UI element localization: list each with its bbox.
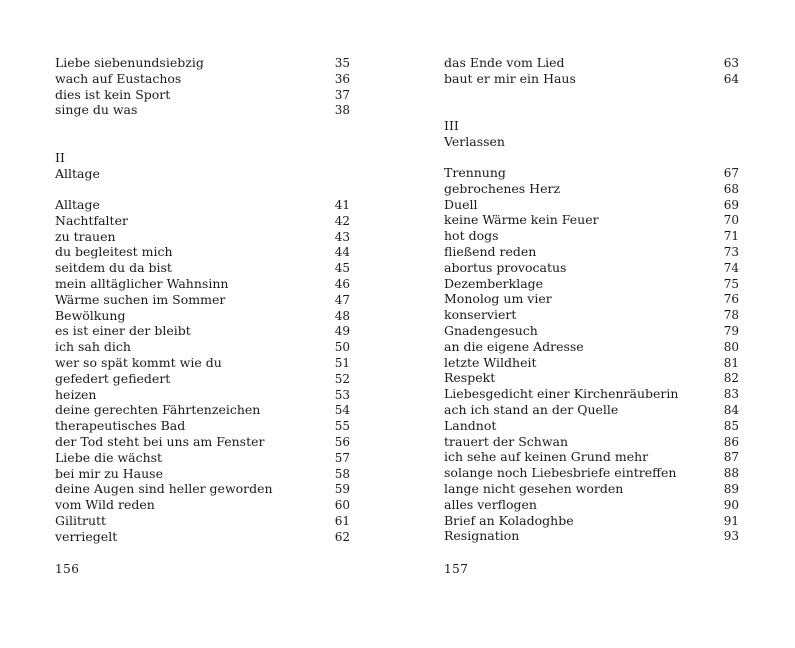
toc-entry-page-number: 46 [334, 276, 350, 291]
toc-entry-title: dies ist kein Sport [55, 86, 171, 102]
toc-entry-title: wer so spät kommt wie du [55, 354, 222, 370]
toc-entry-page-number: 38 [334, 103, 350, 118]
toc-entry-page-number: 79 [723, 323, 739, 338]
toc-entry-title: Monolog um vier [444, 291, 552, 307]
toc-entry-title: singe du was [55, 102, 138, 118]
toc-entry-page-number: 83 [723, 387, 739, 402]
toc-entry-title: ich sah dich [55, 339, 131, 355]
toc-entry-page-number: 50 [334, 340, 350, 355]
toc-entry-page-number: 88 [723, 466, 739, 481]
toc-entry [55, 87, 350, 103]
toc-entry [55, 276, 350, 292]
toc-entry [55, 71, 350, 87]
toc-entry-title: es ist einer der bleibt [55, 323, 191, 339]
toc-entry-title: Bewölkung [55, 307, 126, 323]
toc-entry-page-number: 67 [723, 166, 739, 180]
toc-entry [55, 466, 350, 482]
toc-entry-title: zu trauen [55, 228, 116, 244]
toc-entry-page-number: 44 [334, 245, 350, 260]
toc-entry-title: Gilitrutt [55, 512, 107, 528]
section-title: Alltage [55, 165, 100, 181]
toc-entry [444, 355, 739, 371]
toc-entry-title: therapeutisches Bad [55, 418, 186, 434]
toc-entry-page-number: 70 [723, 213, 739, 228]
toc-entry-title: an die eigene Adresse [444, 338, 584, 354]
toc-entry-page-number: 53 [334, 387, 350, 402]
toc-entry [55, 371, 350, 387]
toc-entry-page-number: 80 [723, 339, 739, 354]
toc-entry-page-number: 90 [723, 497, 739, 512]
toc-entry [55, 529, 350, 545]
section-numeral: II [55, 150, 65, 165]
toc-entry [444, 528, 739, 544]
toc-entry-title: deine gerechten Fährtenzeichen [55, 402, 261, 418]
toc-entry-title: Trennung [444, 165, 506, 180]
toc-entry-page-number: 89 [723, 481, 739, 496]
toc-entry [55, 102, 350, 118]
toc-entry-title: fließend reden [444, 243, 537, 259]
toc-entry-title: Duell [444, 196, 478, 212]
toc-entry-title: keine Wärme kein Feuer [444, 212, 599, 228]
toc-entry-title: konserviert [444, 307, 517, 323]
toc-entry-title: hot dogs [444, 228, 499, 244]
toc-entry-page-number: 81 [723, 355, 739, 370]
toc-entry-page-number: 43 [334, 229, 350, 244]
toc-entry-title: alles verflogen [444, 496, 537, 512]
toc-entry [55, 481, 350, 497]
toc-entry [444, 339, 739, 355]
toc-entry-title: Liebesgedicht einer Kirchenräuberin [444, 386, 679, 402]
toc-entry-page-number: 42 [334, 213, 350, 228]
toc-entry [55, 355, 350, 371]
toc-entry [444, 244, 739, 260]
toc-entry [55, 402, 350, 418]
toc-entry [55, 292, 350, 308]
toc-entry-page-number: 58 [334, 466, 350, 481]
toc-entry [444, 481, 739, 497]
toc-entry-page-number: 85 [723, 418, 739, 433]
toc-entry [444, 197, 739, 213]
toc-entry [55, 229, 350, 245]
toc-entry-page-number: 69 [723, 197, 739, 212]
toc-entry [444, 434, 739, 450]
left-entries-list [55, 197, 350, 545]
toc-entry-title: das Ende vom Lied [444, 55, 565, 70]
toc-entry-title: letzte Wildheit [444, 354, 537, 370]
toc-entry-title: wach auf Eustachos [55, 70, 182, 86]
toc-entry-title: Alltage [55, 197, 100, 212]
toc-entry [444, 386, 739, 402]
toc-entry-page-number: 75 [723, 276, 739, 291]
left-section-header [55, 150, 350, 182]
toc-entry-title: mein alltäglicher Wahnsinn [55, 275, 229, 291]
toc-entry [444, 370, 739, 386]
toc-entry [444, 260, 739, 276]
toc-entry [444, 449, 739, 465]
toc-entry-page-number: 35 [334, 56, 350, 70]
toc-entry-title: lange nicht gesehen worden [444, 480, 624, 496]
toc-entry-page-number: 59 [334, 482, 350, 497]
toc-entry [444, 291, 739, 307]
right-section-header [444, 118, 739, 150]
toc-entry [55, 450, 350, 466]
toc-entry-page-number: 73 [723, 244, 739, 259]
right-intro-list [444, 55, 739, 87]
toc-entry [55, 260, 350, 276]
toc-entry-page-number: 54 [334, 403, 350, 418]
toc-entry-page-number: 56 [334, 434, 350, 449]
toc-entry [444, 181, 739, 197]
toc-entry-page-number: 68 [723, 181, 739, 196]
toc-entry-page-number: 76 [723, 292, 739, 307]
toc-entry-page-number: 37 [334, 87, 350, 102]
toc-entry-page-number: 62 [334, 529, 350, 544]
toc-entry-page-number: 61 [334, 513, 350, 528]
toc-entry-page-number: 71 [723, 229, 739, 244]
toc-entry-page-number: 55 [334, 419, 350, 434]
toc-entry-page-number: 51 [334, 355, 350, 370]
toc-entry [444, 402, 739, 418]
toc-entry-title: gefedert gefiedert [55, 370, 171, 386]
toc-entry-page-number: 52 [334, 371, 350, 386]
toc-entry-page-number: 86 [723, 434, 739, 449]
toc-entry-page-number: 41 [334, 198, 350, 212]
toc-entry-page-number: 84 [723, 402, 739, 417]
toc-entry [55, 308, 350, 324]
toc-entry-page-number: 91 [723, 513, 739, 528]
page-number-right: 157 [444, 562, 469, 576]
toc-entry [55, 387, 350, 403]
toc-entry-page-number: 87 [723, 450, 739, 465]
toc-entry-title: Landnot [444, 417, 497, 433]
toc-entry-title: deine Augen sind heller geworden [55, 481, 273, 497]
toc-entry [444, 497, 739, 513]
toc-entry [444, 276, 739, 292]
toc-entry-page-number: 74 [723, 260, 739, 275]
toc-entry-title: Liebe die wächst [55, 449, 163, 465]
toc-entry-title: Brief an Koladoghbe [444, 512, 574, 528]
toc-entry [444, 71, 739, 87]
toc-entry-title: baut er mir ein Haus [444, 70, 576, 86]
toc-entry-page-number: 64 [723, 71, 739, 86]
toc-entry-title: ach ich stand an der Quelle [444, 401, 619, 417]
toc-entry [55, 244, 350, 260]
toc-entry-page-number: 63 [723, 56, 739, 70]
toc-entry [444, 465, 739, 481]
toc-entry-title: vom Wild reden [55, 497, 155, 513]
toc-entry-title: Wärme suchen im Sommer [55, 291, 226, 307]
toc-entry-title: bei mir zu Hause [55, 465, 163, 481]
toc-entry [55, 418, 350, 434]
toc-entry-title: heizen [55, 386, 97, 402]
toc-entry [55, 434, 350, 450]
toc-entry [444, 307, 739, 323]
toc-entry-page-number: 93 [723, 529, 739, 544]
right-page [444, 0, 739, 648]
right-entries-list [444, 165, 739, 544]
toc-entry-title: verriegelt [55, 528, 118, 544]
toc-entry [55, 55, 350, 71]
section-numeral: III [444, 118, 459, 133]
toc-entry-title: Nachtfalter [55, 212, 128, 228]
toc-entry-page-number: 60 [334, 498, 350, 513]
toc-entry [444, 418, 739, 434]
toc-entry-page-number: 45 [334, 261, 350, 276]
toc-entry-page-number: 48 [334, 308, 350, 323]
toc-entry [444, 212, 739, 228]
toc-entry-title: der Tod steht bei uns am Fenster [55, 433, 265, 449]
toc-entry-title: Resignation [444, 528, 520, 544]
toc-entry [55, 497, 350, 513]
toc-entry-page-number: 49 [334, 324, 350, 339]
toc-entry-page-number: 36 [334, 71, 350, 86]
toc-entry-title: Liebe siebenundsiebzig [55, 55, 204, 70]
toc-entry-page-number: 47 [334, 292, 350, 307]
toc-entry-page-number: 82 [723, 371, 739, 386]
toc-entry-title: gebrochenes Herz [444, 180, 561, 196]
toc-entry-title: Dezemberklage [444, 275, 544, 291]
toc-entry [444, 165, 739, 181]
toc-entry [444, 513, 739, 529]
toc-entry [55, 339, 350, 355]
toc-entry-title: Gnadengesuch [444, 322, 538, 338]
toc-entry-title: ich sehe auf keinen Grund mehr [444, 449, 649, 465]
page-number-left: 156 [55, 562, 80, 576]
toc-entry-title: solange noch Liebesbriefe eintreffen [444, 465, 677, 481]
toc-entry [444, 55, 739, 71]
toc-entry-page-number: 78 [723, 308, 739, 323]
left-intro-list [55, 55, 350, 118]
toc-entry-title: seitdem du da bist [55, 260, 172, 276]
toc-entry [55, 323, 350, 339]
toc-entry-title: abortus provocatus [444, 259, 567, 275]
toc-entry [55, 197, 350, 213]
toc-entry [444, 323, 739, 339]
toc-entry [444, 228, 739, 244]
toc-entry-title: trauert der Schwan [444, 433, 569, 449]
toc-entry [55, 213, 350, 229]
toc-entry-page-number: 57 [334, 450, 350, 465]
toc-entry [55, 513, 350, 529]
section-title: Verlassen [444, 133, 505, 149]
left-page [55, 0, 350, 648]
toc-entry-title: Respekt [444, 370, 496, 386]
toc-entry-title: du begleitest mich [55, 244, 173, 260]
